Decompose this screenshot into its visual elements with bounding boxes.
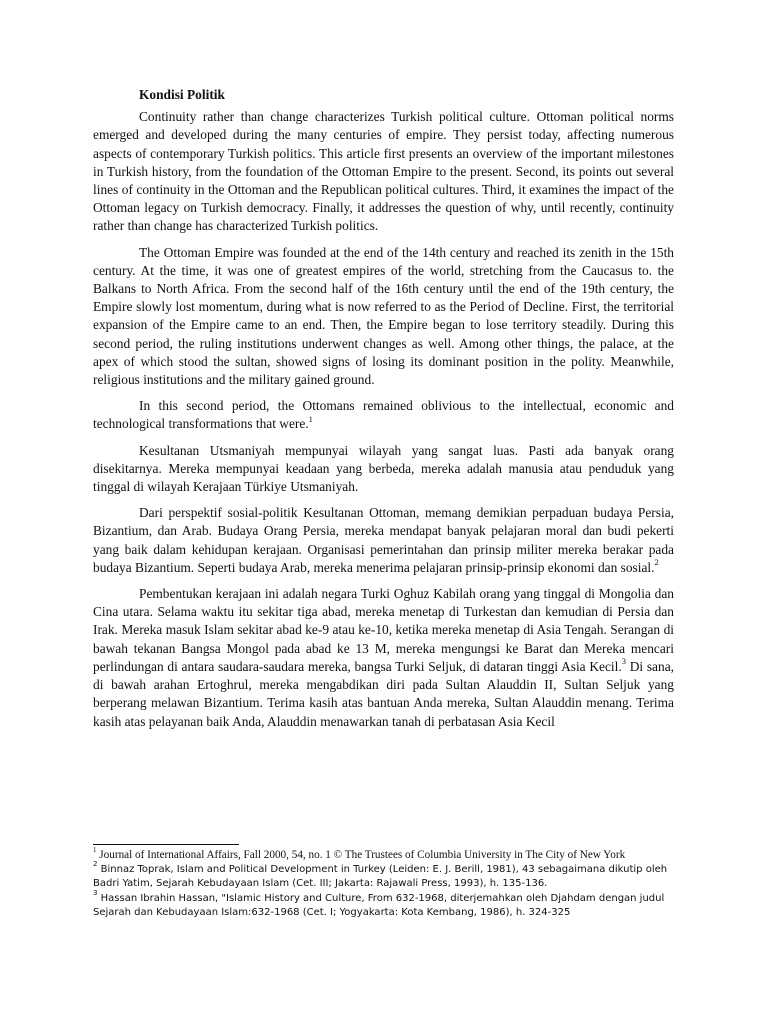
paragraph-text: Pembentukan kerajaan ini adalah negara Turki Oghuz Kabilah orang yang tinggal di Mongolia dan Cina utara. Selama waktu itu sekitar tiga abad, mereka menetap di Turkestan dan kemudian di Persia dan Irak. Mereka masuk Islam sekitar abad ke-9 atau ke-10, ketika mereka menetap di Asia Tengah. Serangan di bawah tekanan Bangsa Mongol pada abad ke 13 M, mereka mengungsi ke Barat dan Mereka mencari perlindungan di antara saudara-saudara mereka, bangsa Turki Seljuk, di dataran tinggi Asia Kecil. — [93, 586, 674, 674]
footnote-2 — [93, 860, 674, 892]
paragraph-text-tail: Di sana, di bawah arahan Ertoghrul, mereka mengabdikan diri pada Sultan Alauddin II, Sultan Seljuk yang berperang melawan Bizantium. Terima kasih atas bantuan Anda mereka, Sultan Alauddin menang. Terima kasih atas pelayanan baik Anda, Alauddin menawarkan tanah di perbatasan Asia Kecil — [93, 658, 674, 729]
document-body — [93, 86, 674, 739]
footnote-separator — [93, 844, 239, 845]
paragraph-6 — [93, 585, 674, 731]
paragraph-text: Continuity rather than change characterizes Turkish political culture. Ottoman political norms emerged and developed during the many centuries of empire. They persist today, affecting numerous aspects of contemporary Turkish politics. This article first presents an overview of the important milestones in Turkish history, from the foundation of the Ottoman Empire to the present. Second, its points out several lines of continuity in the Ottoman and the Republican political cultures. Third, it examines the impact of the Ottoman legacy on Turkish democracy. Finally, it addresses the question of why, until recently, continuity rather than change has characterized Turkish politics. — [93, 109, 674, 234]
section-heading: Kondisi Politik — [139, 87, 225, 102]
footnote-3 — [93, 889, 674, 921]
footnote-1 — [93, 848, 674, 863]
footnotes — [93, 848, 674, 921]
paragraph-5 — [93, 504, 674, 577]
paragraph-1 — [93, 108, 674, 235]
footnote-ref-3[interactable]: 3 — [621, 656, 626, 667]
paragraph-4 — [93, 442, 674, 497]
footnote-number: 3 — [93, 889, 98, 898]
footnote-number: 1 — [93, 846, 97, 855]
paragraph-text: In this second period, the Ottomans remained oblivious to the intellectual, economic and technological transformations that were. — [93, 398, 674, 432]
paragraph-2 — [93, 244, 674, 390]
footnote-text: Binnaz Toprak, Islam and Political Development in Turkey (Leiden: E. J. Berill, 1981), 43 sebagaimana dikutip oleh Badri Yatim, Sejarah Kebudayaan Islam (Cet. III; Jakarta: Rajawali Press, 1993), h. 135-136. — [93, 863, 668, 890]
footnote-text: Hassan Ibrahin Hassan, "Islamic History and Culture, From 632-1968, diterjemahkan oleh Djahdam dengan judul Sejarah dan Kebudayaan Islam:632-1968 (Cet. I; Yogyakarta: Kota Kembang, 1986), h. 324-325 — [93, 892, 665, 919]
paragraph-text: The Ottoman Empire was founded at the end of the 14th century and reached its zenith in the 15th century. At the time, it was one of greatest empires of the world, stretching from the Caucasus to. the Balkans to North Africa. From the second half of the 16th century until the end of the 19th century, the Empire slowly lost momentum, during what is now referred to as the Period of Decline. First, the territorial expansion of the Empire came to an end. Then, the Empire began to lose territory steadily. During this second period, the ruling institutions underwent changes as well. Among other things, the palace, at the apex of which stood the sultan, showed signs of losing its dominant position in the polity. Meanwhile, religious institutions and the military gained ground. — [93, 244, 674, 388]
paragraph-text: Kesultanan Utsmaniyah mempunyai wilayah yang sangat luas. Pasti ada banyak orang disekitarnya. Mereka mempunyai keadaan yang berbeda, mereka adalah manusia atau penduduk yang tinggal di wilayah Kerajaan Türkiye Utsmaniyah. — [93, 442, 674, 495]
footnote-number: 2 — [93, 860, 98, 869]
footnote-text: Journal of International Affairs, Fall 2000, 54, no. 1 © The Trustees of Columbia University in The City of New York — [96, 849, 626, 861]
paragraph-text: Dari perspektif sosial-politik Kesultanan Ottoman, memang demikian perpaduan budaya Persia, Bizantium, dan Arab. Budaya Orang Persia, mereka mendapat banyak pelajaran moral dan budi pekerti yang baik dalam kehidupan kerajaan. Organisasi pemerintahan dan prinsip militer mereka berakar pada budaya Bizantium. Seperti budaya Arab, mereka menerima pelajaran prinsip-prinsip ekonomi dan sosial. — [93, 505, 674, 575]
paragraph-3 — [93, 397, 674, 433]
footnote-ref-2[interactable]: 2 — [654, 557, 659, 568]
footnote-ref-1[interactable]: 1 — [308, 413, 313, 424]
